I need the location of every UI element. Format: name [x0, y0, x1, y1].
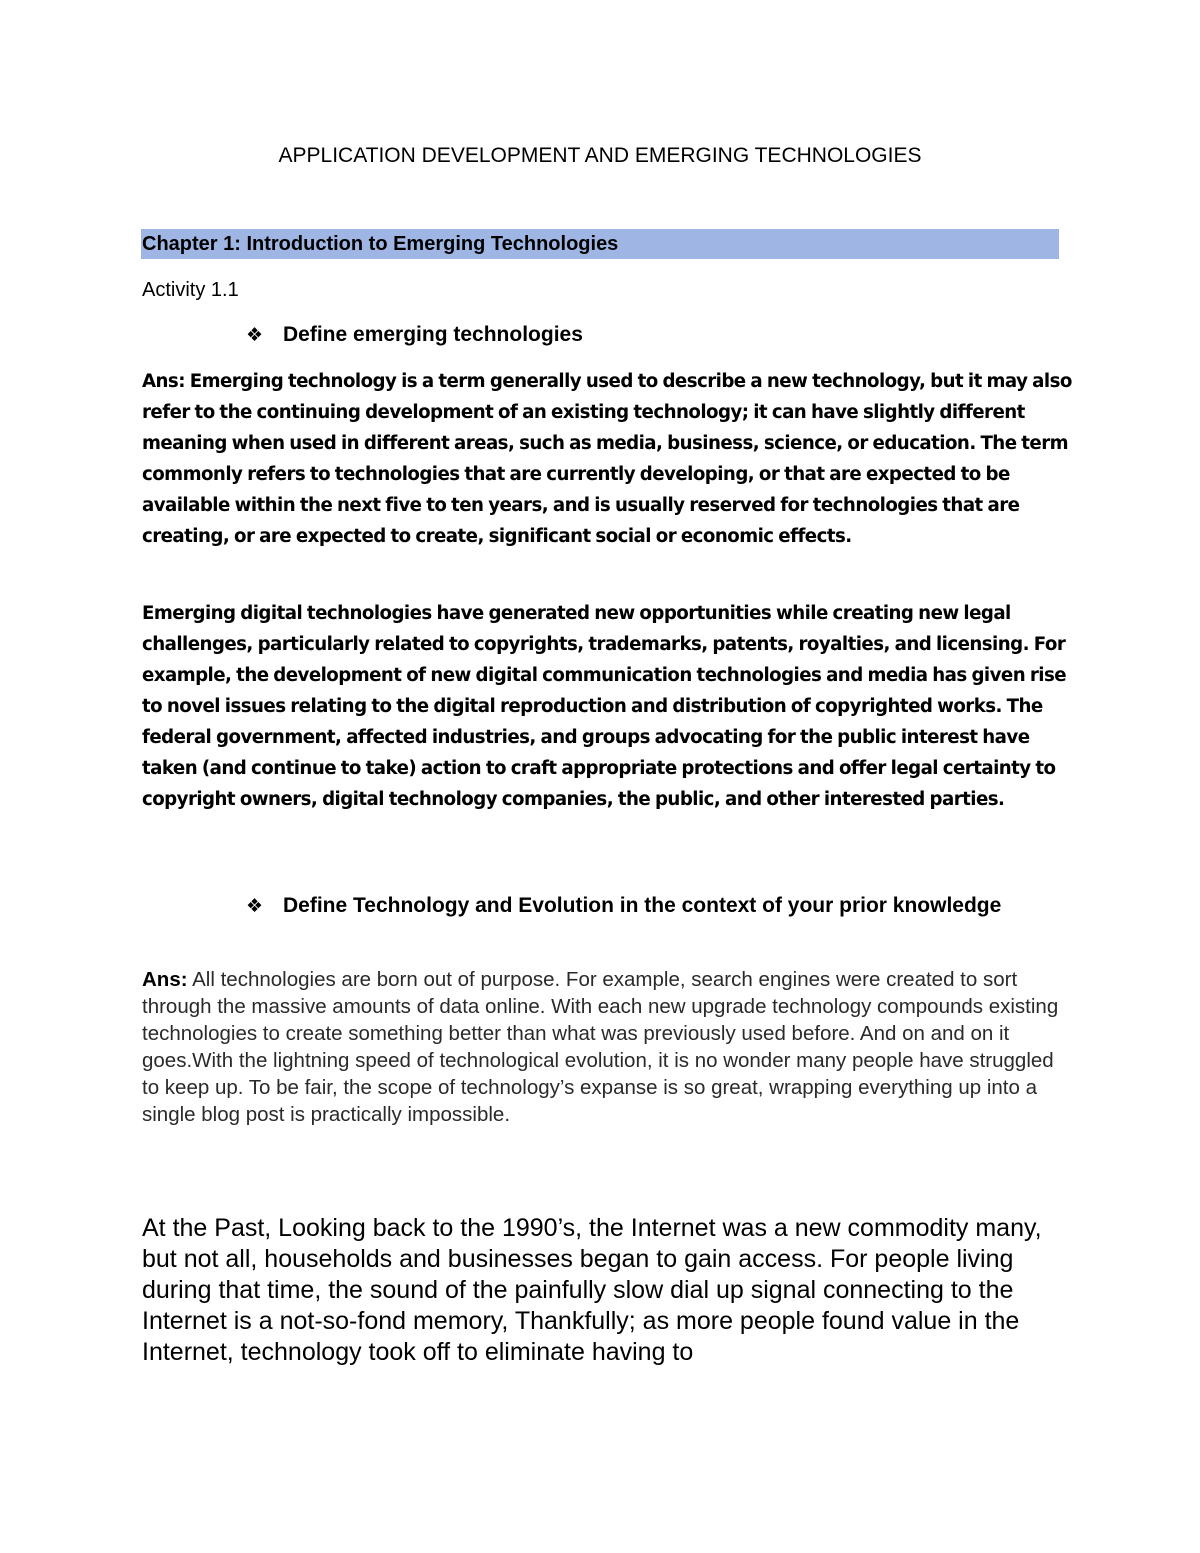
- activity-label: Activity 1.1: [142, 279, 239, 301]
- answer-2-paragraph: [142, 966, 1062, 1128]
- answer-2-label: Ans:: [142, 968, 188, 991]
- answer-1-paragraph: Ans: Emerging technology is a term generally used to describe a new technology, but it may also refer to the continuing development of an existing technology; it can have slightly different meaning when used in different areas, such as media, business, science, or education. The term commonly refers to technologies that are currently developing, or that are expected to be available within the next five to ten years, and is usually reserved for technologies that are creating, or are expected to create, significant social or economic effects.: [142, 371, 1072, 547]
- diamond-bullet-icon: ❖: [246, 324, 264, 346]
- question-1: Define emerging technologies: [283, 323, 583, 346]
- answer-2-text: All technologies are born out of purpose. For example, search engines were created to sort through the massive amounts of data online. With each new upgrade technology compounds existing technologies to create something better than what was previously used before. And on and on it goes.With the lightning speed of technological evolution, it is no wonder many people have struggled to keep up. To be fair, the scope of technology’s expanse is so great, wrapping everything up into a single blog post is practically impossible.: [142, 968, 1059, 1126]
- diamond-bullet-icon: ❖: [246, 895, 264, 917]
- question-2: Define Technology and Evolution in the context of your prior knowledge: [283, 894, 1002, 917]
- past-internet-paragraph: At the Past, Looking back to the 1990’s, the Internet was a new commodity many, but not all, households and businesses began to gain access. For people living during that time, the sound of the painfully slow dial up signal connecting to the Internet is a not-so-fond memory, Thankfully; as more people found value in the Internet, technology took off to eliminate having to: [142, 1214, 1042, 1366]
- document-title: APPLICATION DEVELOPMENT AND EMERGING TECHNOLOGIES: [278, 144, 922, 167]
- chapter-heading: Chapter 1: Introduction to Emerging Technologies: [141, 229, 1059, 259]
- legal-challenges-paragraph: Emerging digital technologies have generated new opportunities while creating new legal challenges, particularly related to copyrights, trademarks, patents, royalties, and licensing. For example, the development of new digital communication technologies and media has given rise to novel issues relating to the digital reproduction and distribution of copyrighted works. The federal government, affected industries, and groups advocating for the public interest have taken (and continue to take) action to craft appropriate protections and offer legal certainty to copyright owners, digital technology companies, the public, and other interested parties.: [142, 603, 1067, 810]
